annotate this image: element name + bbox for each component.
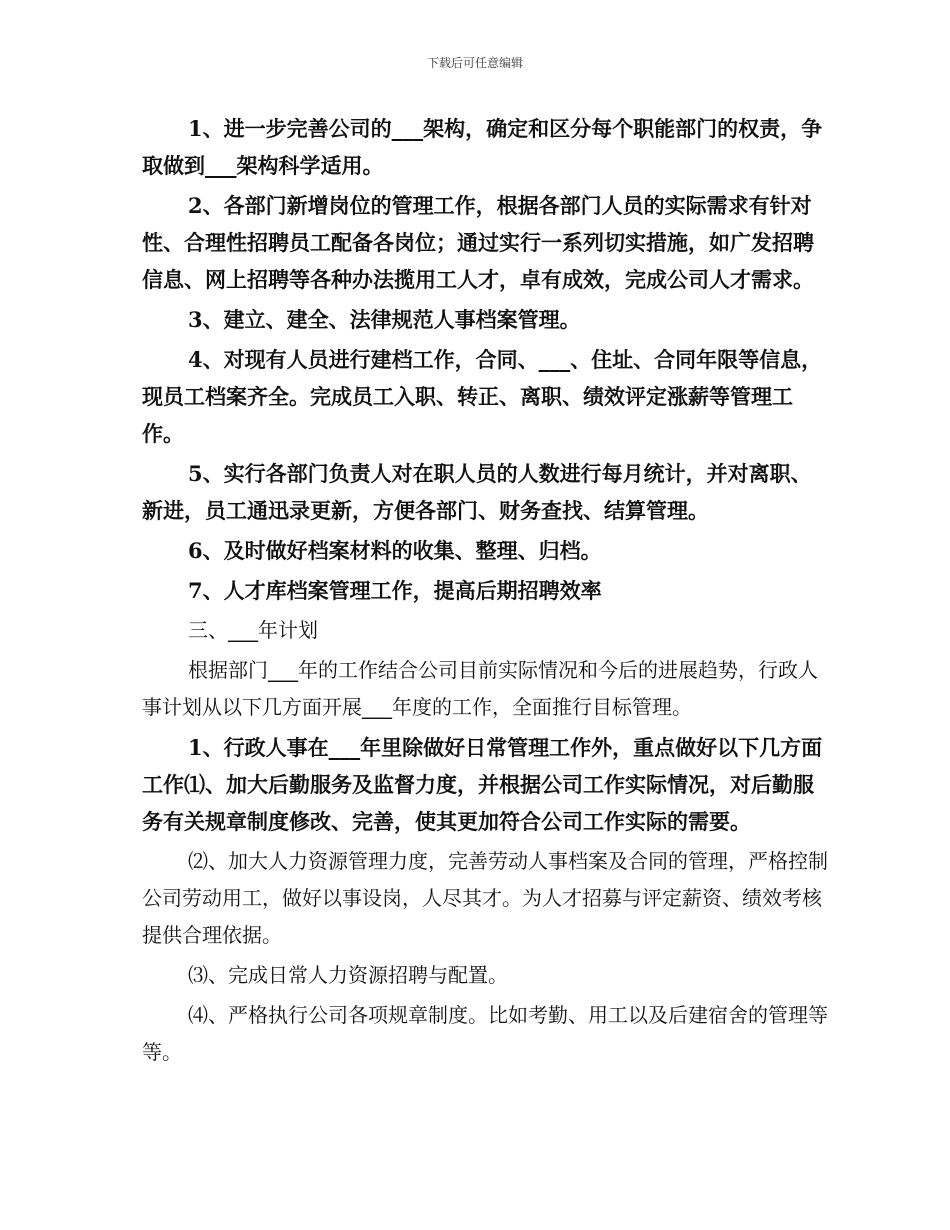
- document-body: [142, 110, 832, 1074]
- paragraph-item-7: 7、人才库档案管理工作，提高后期招聘效率: [188, 578, 602, 603]
- paragraph-item-3: 3、建立、建全、法律规范人事档案管理。: [188, 307, 581, 332]
- paragraph-item-6: 6、及时做好档案材料的收集、整理、归档。: [188, 538, 602, 563]
- page-header: 下载后可任意编辑: [426, 56, 523, 70]
- paragraph-item-5: 5、实行各部门负责人对在职人员的人数进行每月统计，并对离职、新进，员工通迅录更新，方便各部门、财务查找、结算管理。: [142, 461, 812, 523]
- paragraph-plan-sub-4: ⑷、严格执行公司各项规章制度。比如考勤、用工以及后建宿舍的管理等等。: [142, 1003, 828, 1064]
- paragraph-plan-intro: 根据部门___年的工作结合公司目前实际情况和今后的进展趋势，行政人事计划从以下几方面开展___年度的工作，全面推行目标管理。: [142, 658, 818, 719]
- paragraph-item-4: 4、对现有人员进行建档工作，合同、___、住址、合同年限等信息，现员工档案齐全。完成员工入职、转正、离职、绩效评定涨薪等管理工作。: [142, 347, 823, 446]
- paragraph-plan-sub-3: ⑶、完成日常人力资源招聘与配置。: [188, 963, 508, 987]
- section-heading-plan: 三、___年计划: [188, 618, 318, 642]
- paragraph-plan-sub-2: ⑵、加大人力资源管理力度，完善劳动人事档案及合同的管理，严格控制公司劳动用工，做好以事设岗，人尽其才。为人才招募与评定薪资、绩效考核提供合理依据。: [142, 849, 828, 947]
- paragraph-item-1: 1、进一步完善公司的___架构，确定和区分每个职能部门的权责，争取做到___架构科学适用。: [142, 116, 823, 178]
- paragraph-item-2: 2、各部门新增岗位的管理工作，根据各部门人员的实际需求有针对性、合理性招聘员工配备各岗位；通过实行一系列切实措施，如广发招聘信息、网上招聘等各种办法揽用工人才，卓有成效，完成公司人才需求。: [142, 193, 814, 292]
- paragraph-plan-item-1: 1、行政人事在___年里除做好日常管理工作外，重点做好以下几方面工作⑴、加大后勤服务及监督力度，并根据公司工作实际情况，对后勤服务有关规章制度修改、完善，使其更加符合公司工作实际的需要。: [142, 735, 823, 834]
